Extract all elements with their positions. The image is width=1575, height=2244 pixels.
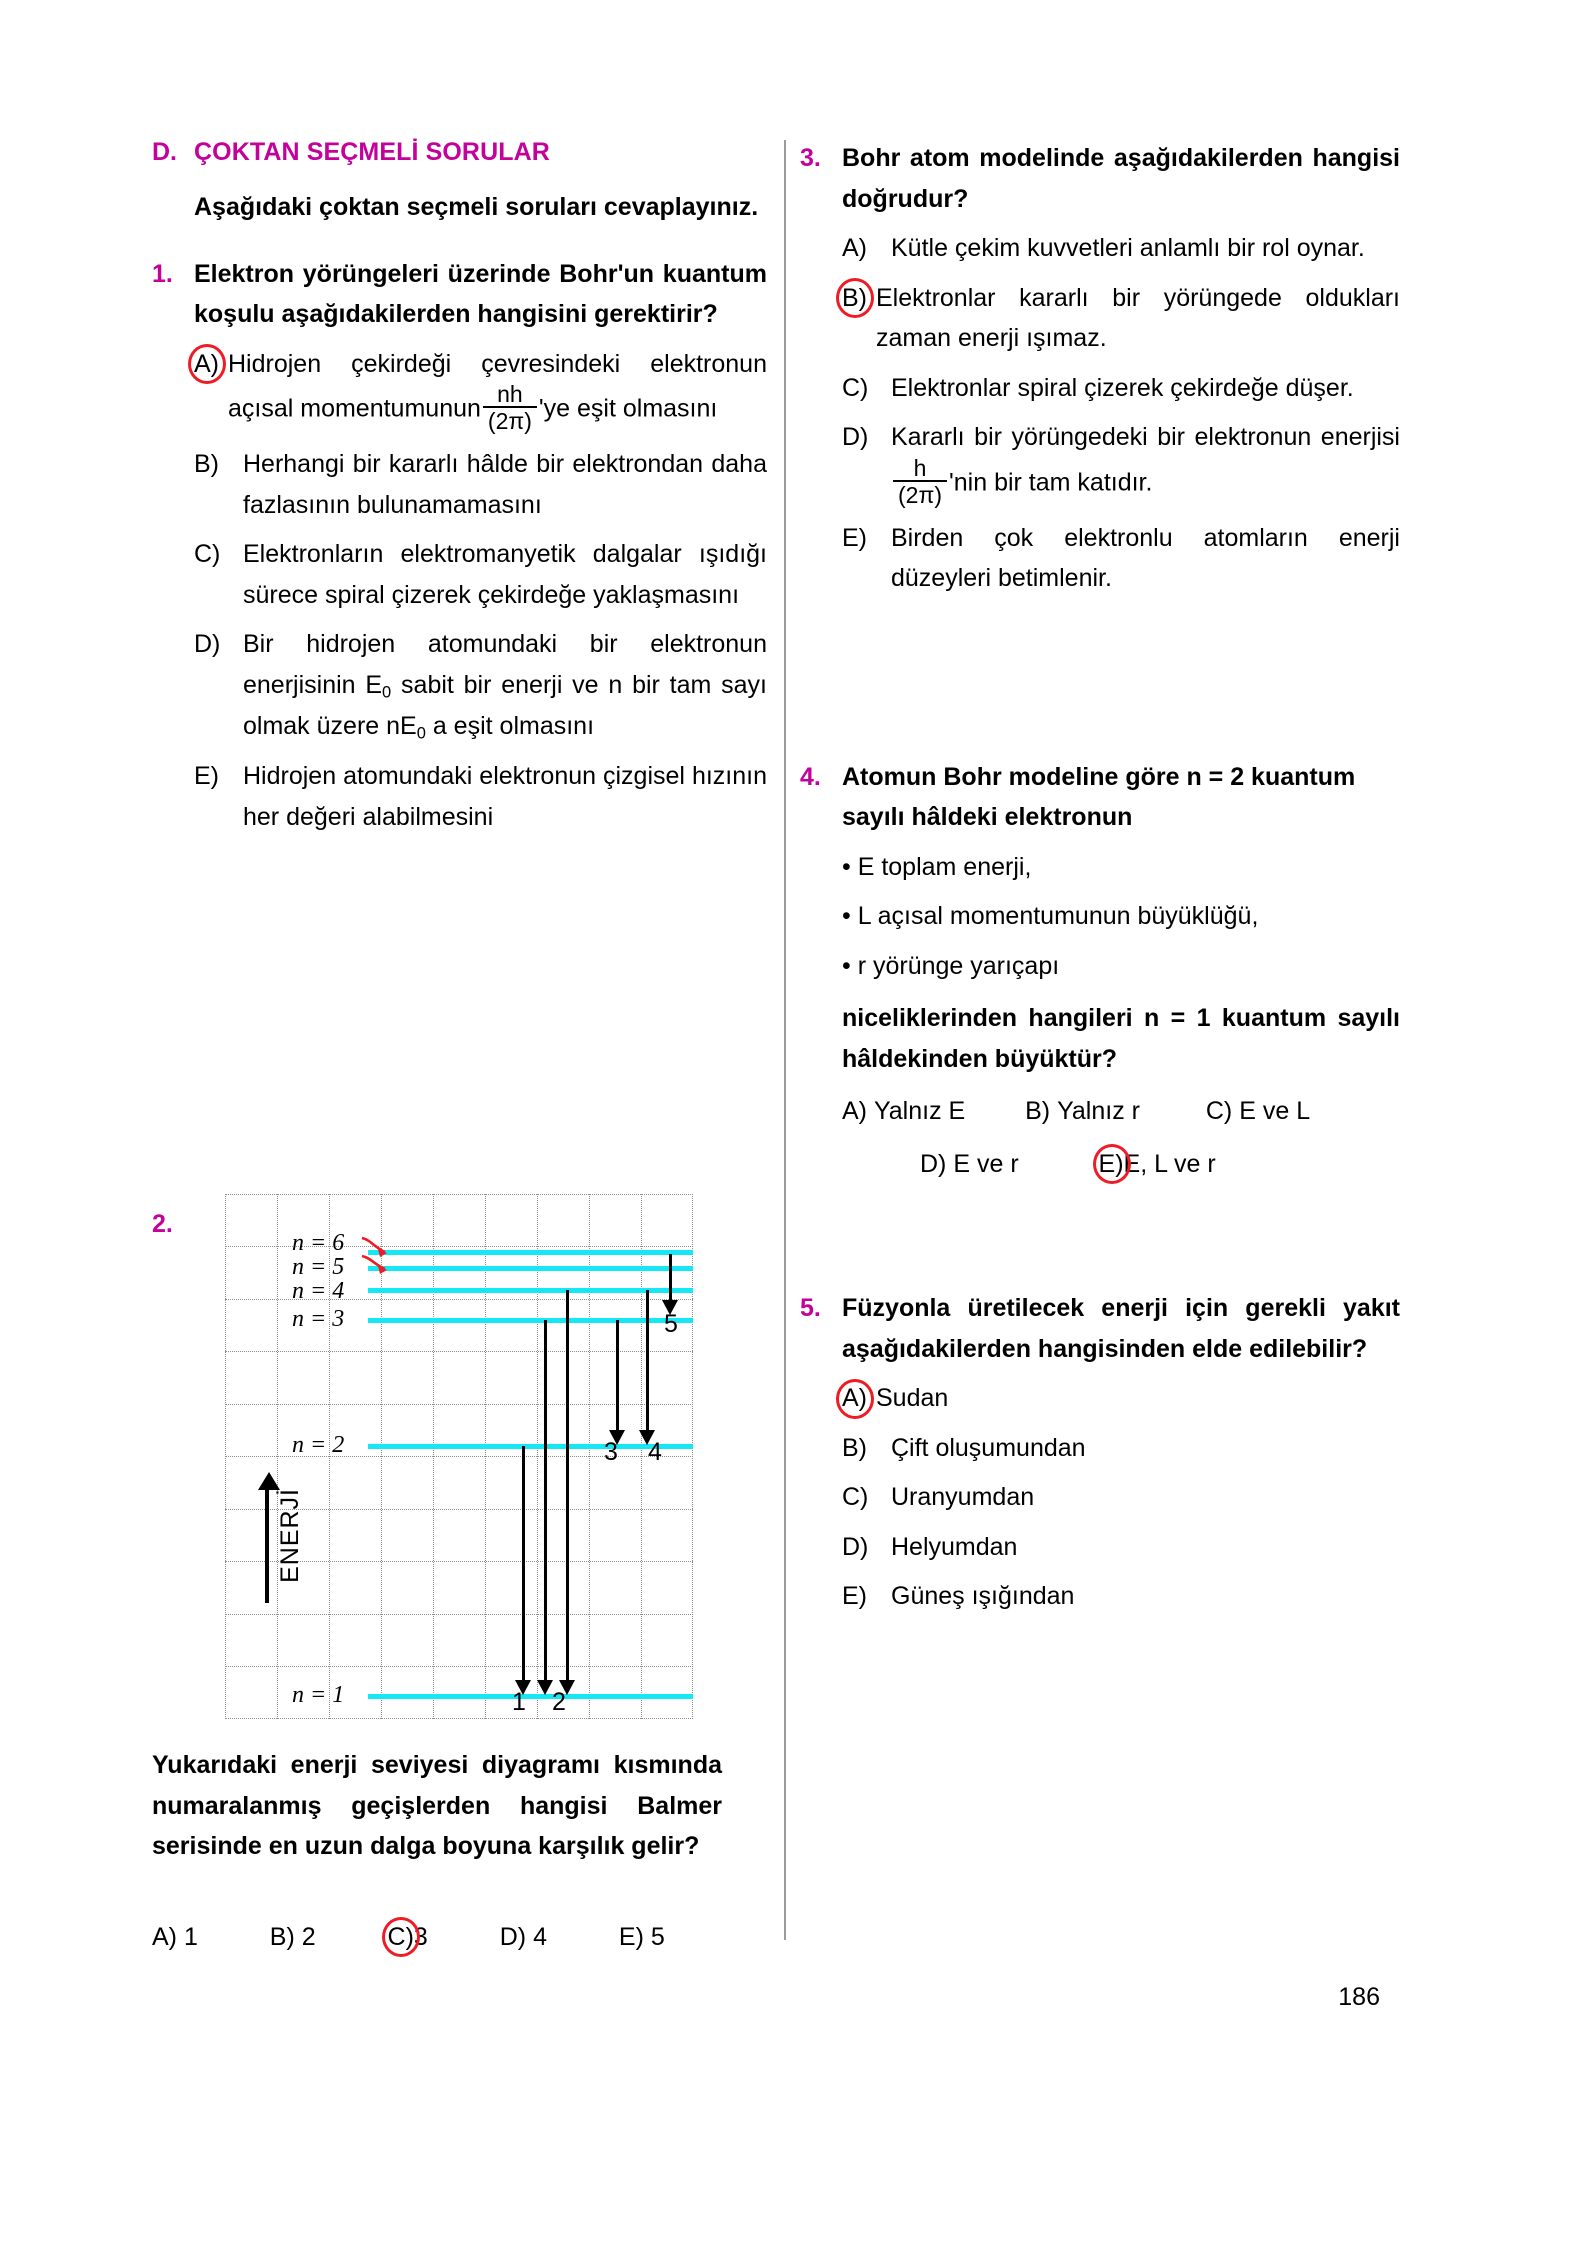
- level-line-n3: [368, 1318, 693, 1323]
- transition-line-2: [544, 1320, 547, 1682]
- question-2-number: 2.: [152, 1210, 173, 1238]
- q2-e-value: 5: [650, 1923, 665, 1951]
- transition-label-2: 2: [552, 1688, 566, 1716]
- q4-e-value: E, L ve r: [1123, 1149, 1216, 1178]
- q2-b-value: 2: [301, 1923, 316, 1951]
- transition-arrowhead-2: [537, 1680, 553, 1695]
- q2-answer-d[interactable]: [500, 1917, 547, 1958]
- option-d-part-2: sabit bir enerji ve n bir tam sayı olmak üzere nE: [243, 670, 767, 741]
- page-number: 186: [1338, 1983, 1380, 2011]
- option-a-text: [228, 344, 767, 436]
- q5-option-d-text: Helyumdan: [891, 1532, 1018, 1561]
- option-e-text: Hidrojen atomundaki elektronun çizgisel hızının her değeri alabilmesini: [243, 762, 767, 831]
- q3-option-b-text: Elektronlar kararlı bir yörüngede oldukları zaman enerji ışımaz.: [876, 283, 1400, 352]
- level-line-n5: [368, 1250, 693, 1255]
- question-4-bullet-3: • r yörünge yarıçapı: [842, 951, 1060, 980]
- option-d-sub-2: 0: [416, 724, 426, 743]
- option-a-marker-circled[interactable]: A): [194, 344, 228, 385]
- question-5: [800, 1288, 1400, 1617]
- section-intro: Aşağıdaki çoktan seçmeli soruları cevaplayınız.: [194, 193, 759, 221]
- q3-option-d-before: Kararlı bir yörüngedeki bir elektronun enerjisi: [891, 423, 1400, 451]
- question-3-option-c[interactable]: [842, 368, 1400, 409]
- transition-label-4: 4: [648, 1438, 662, 1466]
- question-5-option-a[interactable]: [842, 1378, 1400, 1419]
- question-3-option-b[interactable]: [842, 278, 1400, 359]
- q3-option-d-marker[interactable]: D): [842, 423, 869, 451]
- option-a-text-before: Hidrojen çekirdeği çevresindeki elektronun açısal momentumunun: [228, 349, 767, 423]
- q2-a-tag: A): [152, 1923, 177, 1951]
- q3-option-a-marker[interactable]: A): [842, 234, 867, 262]
- q4-answer-c[interactable]: [1206, 1091, 1310, 1132]
- transition-line-4: [646, 1290, 649, 1432]
- column-divider: [784, 140, 786, 1940]
- q5-option-c-marker[interactable]: C): [842, 1483, 869, 1512]
- question-3-stem: Bohr atom modelinde aşağıdakilerden hangisi doğrudur?: [842, 144, 1400, 213]
- fraction-h-numerator: h: [913, 454, 927, 481]
- q5-option-b-text: Çift oluşumundan: [891, 1433, 1086, 1462]
- option-d-part-3: a eşit olmasını: [425, 712, 595, 741]
- question-1-option-b[interactable]: [194, 444, 767, 525]
- option-d-part-1: Bir hidrojen atomundaki bir elektronun enerjisinin E: [243, 630, 767, 699]
- q5-option-b-marker[interactable]: B): [842, 1433, 867, 1462]
- left-column: [152, 138, 767, 845]
- energy-axis-label: ENERJİ: [276, 1488, 304, 1583]
- option-d-text: [243, 624, 767, 747]
- q4-c-value: E ve L: [1239, 1097, 1311, 1126]
- level-label-n5: n = 5: [292, 1254, 345, 1280]
- option-c-marker[interactable]: C): [194, 540, 221, 569]
- q5-option-a-text: Sudan: [876, 1384, 949, 1413]
- transition-line-2b: [566, 1290, 569, 1682]
- transition-label-5: 5: [664, 1310, 678, 1338]
- question-4-bullet-2: • L açısal momentumunun büyüklüğü,: [842, 902, 1259, 931]
- fraction-h-2pi: [893, 456, 947, 507]
- q5-option-c-text: Uranyumdan: [891, 1483, 1035, 1512]
- question-1-number: 1.: [152, 259, 173, 288]
- q2-c-value: 3: [413, 1923, 428, 1951]
- q2-b-tag: B): [269, 1923, 295, 1951]
- option-c-text: Elektronların elektromanyetik dalgalar ışıdığı sürece spiral çizerek çekirdeğe yaklaşmasını: [243, 540, 767, 609]
- q3-option-c-marker[interactable]: C): [842, 373, 869, 402]
- transition-line-1: [522, 1446, 525, 1682]
- fraction-h-denominator: (2π): [893, 480, 947, 507]
- q3-option-e-text: Birden çok elektronlu atomların enerji düzeyleri betimlenir.: [891, 523, 1400, 593]
- question-1-option-c[interactable]: [194, 534, 767, 615]
- q5-option-e-text: Güneş ışığından: [891, 1582, 1075, 1611]
- question-5-option-c[interactable]: [842, 1477, 1400, 1518]
- question-2-answer-row: [152, 1917, 752, 1958]
- option-b-marker[interactable]: B): [194, 450, 219, 479]
- level-label-n6: n = 6: [292, 1230, 345, 1256]
- question-3-body: [842, 138, 1400, 599]
- q4-b-value: Yalnız r: [1057, 1097, 1140, 1126]
- energy-level-diagram: [152, 1188, 772, 1733]
- question-4-stem-2: niceliklerinden hangileri n = 1 kuantum sayılı hâldekinden büyüktür?: [842, 1004, 1400, 1073]
- q2-d-value: 4: [533, 1923, 547, 1951]
- q2-answer-e[interactable]: [619, 1917, 665, 1958]
- q2-d-tag: D): [499, 1923, 527, 1951]
- option-e-marker[interactable]: E): [194, 762, 219, 791]
- q3-option-e-marker[interactable]: E): [842, 523, 867, 552]
- question-3-option-d[interactable]: [842, 417, 1400, 509]
- q2-answer-b[interactable]: [270, 1917, 316, 1958]
- level-label-n2: n = 2: [292, 1432, 345, 1458]
- question-3: [800, 138, 1400, 599]
- option-d-sub-1: 0: [382, 683, 392, 702]
- q4-a-value: Yalnız E: [873, 1097, 966, 1126]
- question-3-option-a[interactable]: [842, 228, 1400, 269]
- question-3-option-e[interactable]: [842, 518, 1400, 599]
- section-letter: D.: [152, 138, 177, 166]
- section-header: [152, 138, 767, 167]
- right-column: [800, 138, 1400, 1625]
- q4-d-tag: D): [920, 1149, 947, 1178]
- q2-answer-c[interactable]: [388, 1917, 428, 1958]
- level-label-n1: n = 1: [292, 1682, 345, 1708]
- q3-option-d-after: 'nin bir tam katıdır.: [948, 467, 1153, 496]
- q4-c-tag: C): [1205, 1097, 1233, 1126]
- q4-e-tag-circled[interactable]: E): [1099, 1144, 1124, 1185]
- spacer-between-q3-q4: [800, 607, 1400, 757]
- q5-option-d-marker[interactable]: D): [842, 1532, 869, 1561]
- transition-line-3: [616, 1320, 619, 1432]
- q4-a-tag: A): [842, 1097, 867, 1126]
- level-label-n4: n = 4: [292, 1278, 345, 1304]
- question-2-answers: [152, 1905, 752, 1958]
- transition-label-1: 1: [512, 1688, 526, 1716]
- question-4: [800, 757, 1400, 1185]
- option-a-text-after: 'ye eşit olmasını: [538, 394, 718, 423]
- question-4-answer-row-2: [842, 1144, 1400, 1185]
- q4-answer-a[interactable]: [842, 1091, 965, 1132]
- question-4-bullet-1: • E toplam enerji,: [842, 852, 1032, 881]
- question-3-number: 3.: [800, 144, 821, 172]
- transition-line-5: [669, 1254, 672, 1302]
- question-1: [152, 254, 767, 838]
- q3-option-b-marker-circled[interactable]: B): [842, 278, 876, 319]
- fraction-numerator: nh: [497, 381, 523, 407]
- q2-answer-a[interactable]: [152, 1917, 198, 1958]
- option-b-text: Herhangi bir kararlı hâlde bir elektrondan daha fazlasının bulunamamasını: [243, 450, 767, 519]
- q4-b-tag: B): [1025, 1097, 1051, 1126]
- question-4-stem: Atomun Bohr modeline göre n = 2 kuantum sayılı hâldeki elektronun: [842, 762, 1356, 832]
- q3-option-c-text: Elektronlar spiral çizerek çekirdeğe düşer.: [891, 373, 1354, 402]
- question-4-number: 4.: [800, 762, 821, 791]
- energy-axis-line: [265, 1488, 269, 1603]
- q4-d-value: E ve r: [953, 1149, 1019, 1178]
- level-label-n3: n = 3: [292, 1306, 345, 1332]
- level-line-n6: [368, 1266, 693, 1271]
- q3-option-d-text: [891, 417, 1400, 509]
- question-5-option-b[interactable]: [842, 1428, 1400, 1469]
- q2-e-tag: E): [618, 1923, 644, 1951]
- question-5-number: 5.: [800, 1294, 821, 1323]
- q3-option-a-text: Kütle çekim kuvvetleri anlamlı bir rol oynar.: [891, 234, 1365, 262]
- question-5-body: [842, 1288, 1400, 1617]
- q4-answer-e[interactable]: [1099, 1144, 1216, 1185]
- q5-option-e-marker[interactable]: E): [842, 1582, 867, 1611]
- question-1-body: [194, 254, 767, 838]
- question-1-option-e[interactable]: [194, 756, 767, 837]
- question-1-stem: Elektron yörüngeleri üzerinde Bohr'un kuantum koşulu aşağıdakilerden hangisini gerektirir?: [194, 259, 767, 328]
- q4-answer-d[interactable]: [920, 1144, 1019, 1185]
- q4-answer-b[interactable]: [1025, 1091, 1140, 1132]
- spacer-between-q4-q5: [800, 1192, 1400, 1288]
- question-5-stem: Füzyonla üretilecek enerji için gerekli yakıt aşağıdakilerden hangisinden elde edilebilir?: [842, 1294, 1400, 1363]
- option-d-marker[interactable]: D): [194, 630, 221, 659]
- fraction-nh-2pi: [483, 382, 537, 433]
- question-1-option-a[interactable]: [194, 344, 767, 436]
- leader-curve-n5: [359, 1254, 399, 1286]
- q2-c-tag-circled[interactable]: C): [388, 1917, 414, 1958]
- question-5-option-d[interactable]: [842, 1527, 1400, 1568]
- q5-option-a-marker-circled[interactable]: A): [842, 1378, 876, 1419]
- question-4-body: [842, 757, 1400, 1185]
- question-4-answer-row-1: [842, 1091, 1400, 1132]
- question-2-caption: Yukarıdaki enerji seviyesi diyagramı kısmında numaralanmış geçişlerden hangisi Balmer serisinde en uzun dalga boyuna karşılık gelir?: [152, 1751, 722, 1860]
- question-5-option-e[interactable]: [842, 1576, 1400, 1617]
- level-line-n4: [368, 1288, 693, 1293]
- question-1-option-d[interactable]: [194, 624, 767, 747]
- section-title: ÇOKTAN SEÇMELİ SORULAR: [194, 138, 550, 166]
- transition-label-3: 3: [604, 1438, 618, 1466]
- fraction-denominator: (2π): [483, 406, 537, 433]
- q2-a-value: 1: [183, 1923, 198, 1951]
